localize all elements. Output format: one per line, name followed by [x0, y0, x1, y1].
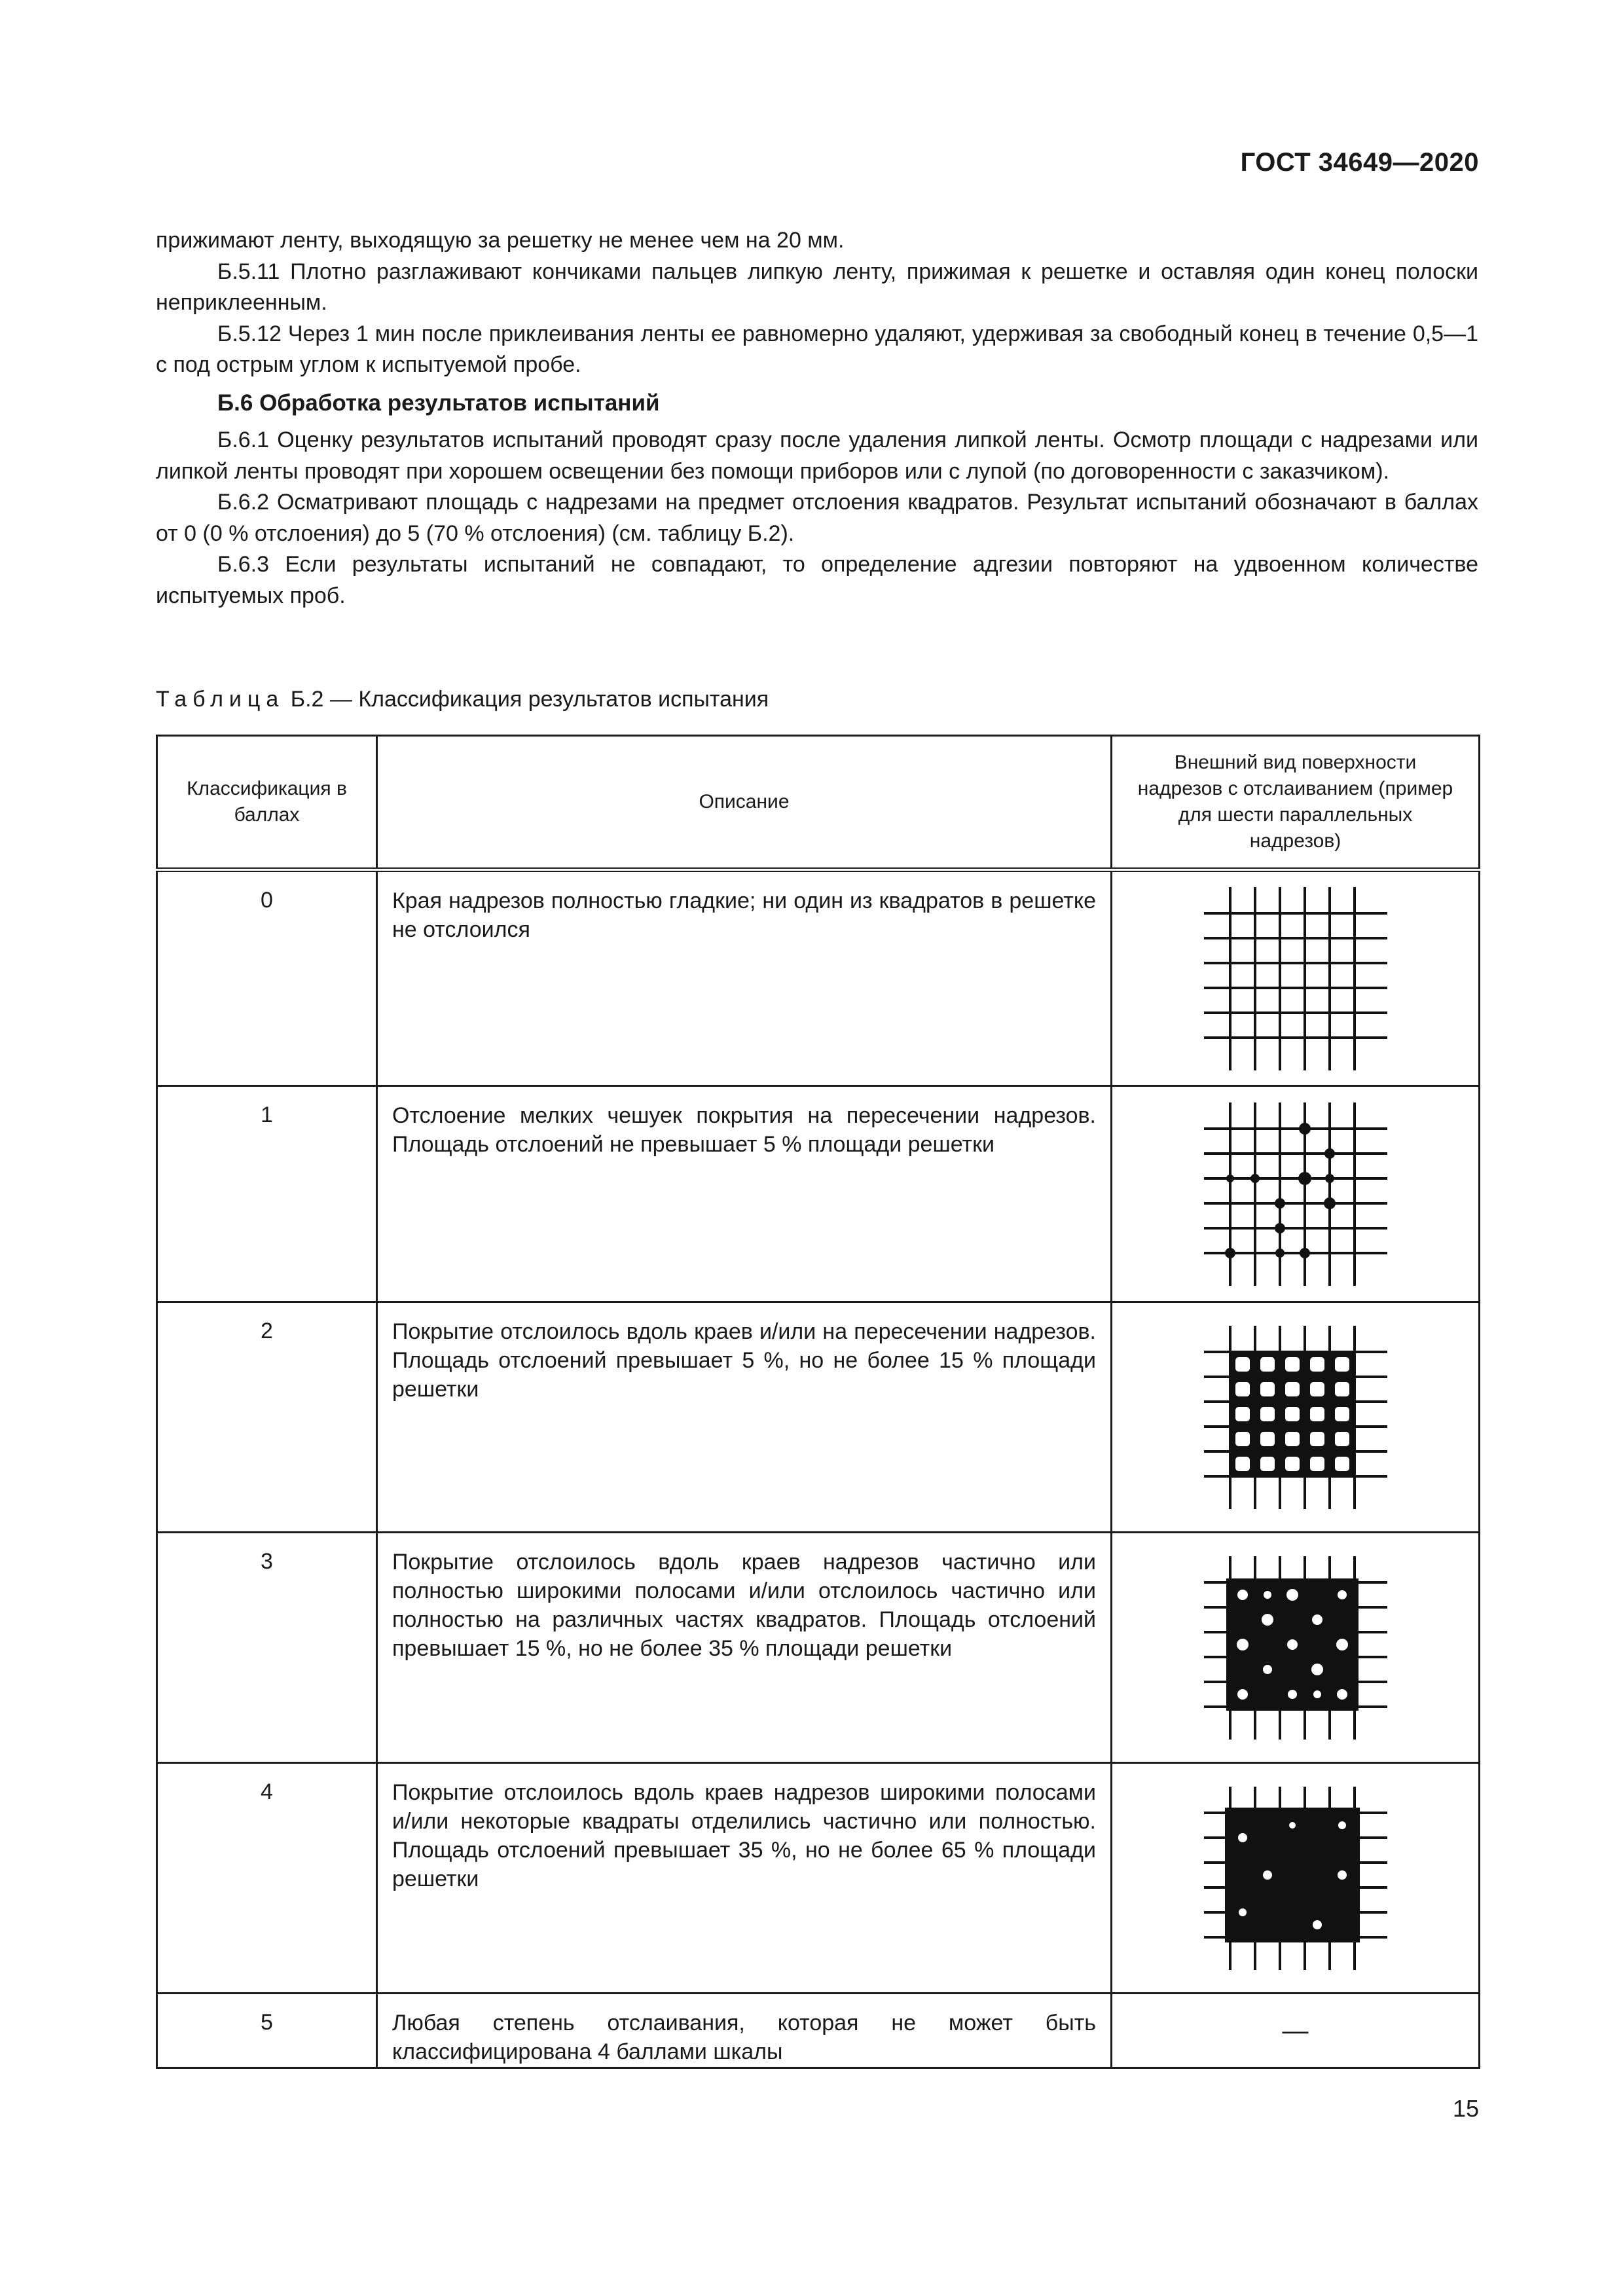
table-caption-label: Таблица — [156, 687, 285, 712]
grid-level-4-icon — [1204, 1787, 1387, 1970]
header-score: Классификация в баллах — [157, 736, 377, 870]
table-caption — [156, 686, 769, 712]
row-score: 1 — [157, 1086, 377, 1302]
row-appearance — [1112, 1302, 1480, 1533]
row-score: 0 — [157, 870, 377, 1086]
row-description: Покрытие отслоилось вдоль краев надрезов широкими полосами и/или некоторые квадраты отделились частично или полностью. Площадь отслоений превышает 35 %, но не более 65 % площади решетки — [377, 1763, 1112, 1994]
row-description: Покрытие отслоилось вдоль краев надрезов частично или полностью широкими полосами и/или отслоилось частично или полностью на различных частях квадратов. Площадь отслоений превышает 15 %, но не более 35 % площади решетки — [377, 1533, 1112, 1763]
row-description: Любая степень отслаивания, которая не может быть классифицирована 4 баллами шкалы — [377, 1994, 1112, 2068]
classification-table — [156, 735, 1480, 2069]
row-description: Отслоение мелких чешуек покрытия на пересечении надрезов. Площадь отслоений не превышает 5 % площади решетки — [377, 1086, 1112, 1302]
row-appearance — [1112, 870, 1480, 1086]
table-caption-text: Б.2 — Классификация результатов испытания — [290, 687, 769, 712]
header-description: Описание — [377, 736, 1112, 870]
row-appearance — [1112, 1533, 1480, 1763]
table-header-row — [157, 736, 1480, 870]
paragraph-b-6-3: Б.6.3 Если результаты испытаний не совпадают, то определение адгезии повторяют на удвоенном количестве испытуемых проб. — [156, 552, 1478, 608]
row-appearance-dash: — — [1112, 1994, 1480, 2068]
header-appearance: Внешний вид поверхности надрезов с отслаиванием (пример для шести параллельных надрезов) — [1112, 736, 1480, 870]
paragraph-b-5-11: Б.5.11 Плотно разглаживают кончиками пальцев липкую ленту, прижимая к решетке и оставляя один конец полоски неприклеенным. — [156, 259, 1478, 315]
paragraph-b-6-1: Б.6.1 Оценку результатов испытаний проводят сразу после удаления липкой ленты. Осмотр площади с надрезами или липкой ленты проводят при хорошем освещении без помощи приборов или с лупой (по договоренности с заказчиком). — [156, 428, 1478, 484]
row-description: Покрытие отслоилось вдоль краев и/или на пересечении надрезов. Площадь отслоений превышает 5 %, но не более 15 % площади решетки — [377, 1302, 1112, 1533]
table-row — [157, 1994, 1480, 2068]
paragraph-b-5-12: Б.5.12 Через 1 мин после приклеивания ленты ее равномерно удаляют, удерживая за свободный конец в течение 0,5—1 с под острым углом к испытуемой пробе. — [156, 321, 1478, 377]
row-score: 3 — [157, 1533, 377, 1763]
grid-level-3-icon — [1204, 1556, 1387, 1740]
table-row — [157, 1302, 1480, 1533]
body-text — [156, 225, 1478, 611]
row-description: Края надрезов полностью гладкие; ни один из квадратов в решетке не отслоился — [377, 870, 1112, 1086]
table-row — [157, 1533, 1480, 1763]
row-score: 5 — [157, 1994, 377, 2068]
standard-header: ГОСТ 34649—2020 — [1240, 148, 1479, 177]
row-score: 4 — [157, 1763, 377, 1994]
section-title-b-6: Б.6 Обработка результатов испытаний — [217, 390, 660, 416]
row-appearance — [1112, 1086, 1480, 1302]
table-row — [157, 1086, 1480, 1302]
grid-level-2-icon — [1204, 1326, 1387, 1509]
table-row — [157, 870, 1480, 1086]
paragraph-continuation: прижимают ленту, выходящую за решетку не менее чем на 20 мм. — [156, 228, 845, 253]
grid-level-1-icon — [1204, 1102, 1387, 1286]
row-appearance — [1112, 1763, 1480, 1994]
paragraph-b-6-2: Б.6.2 Осматривают площадь с надрезами на предмет отслоения квадратов. Результат испытаний обозначают в баллах от 0 (0 % отслоения) до 5 (70 % отслоения) (см. таблицу Б.2). — [156, 490, 1478, 546]
grid-level-0-icon — [1204, 887, 1387, 1070]
page-number: 15 — [1452, 2095, 1479, 2122]
row-score: 2 — [157, 1302, 377, 1533]
table-row — [157, 1763, 1480, 1994]
